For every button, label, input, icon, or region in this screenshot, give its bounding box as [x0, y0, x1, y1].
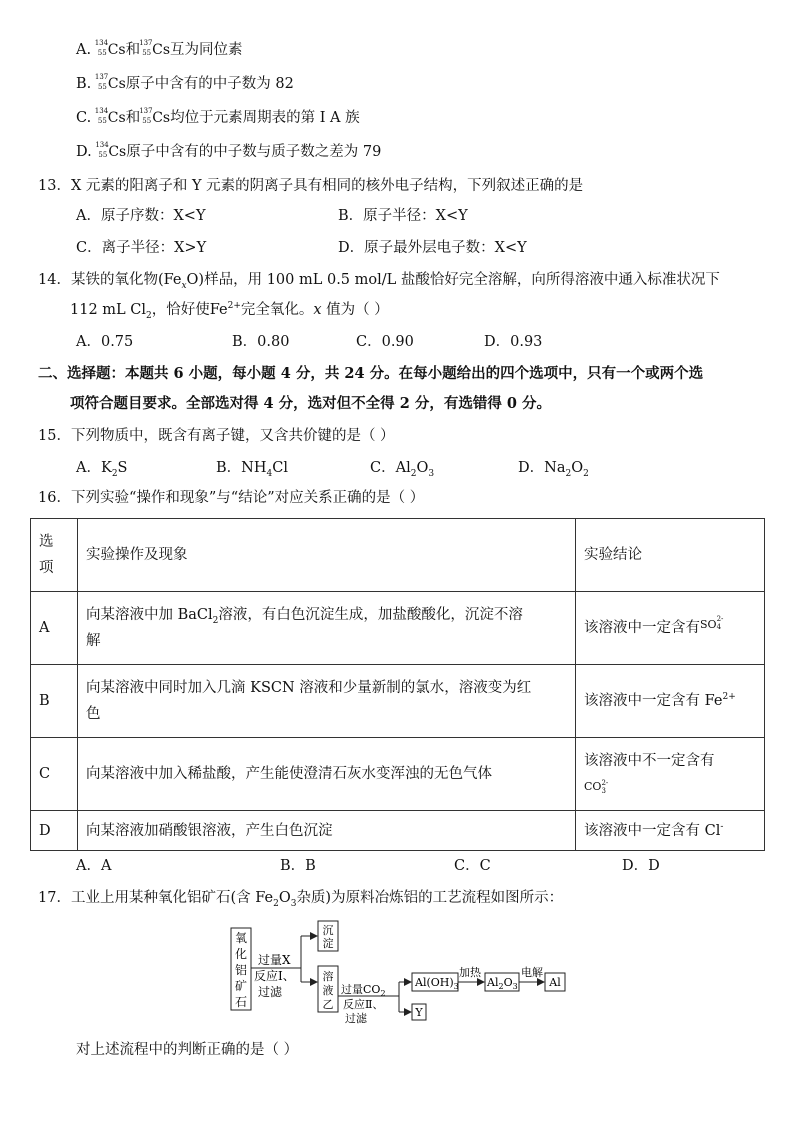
flow-label: 过滤 — [258, 985, 283, 999]
subscript: 2 — [212, 615, 219, 626]
subscript: 2 — [273, 898, 279, 909]
stem-text: 14．某铁的氧化物(Fe — [38, 272, 182, 288]
mass-number: 134 — [94, 107, 109, 115]
option-text: D．Na — [518, 460, 566, 476]
q12-option-b — [76, 74, 294, 94]
flow-label: 反应Ⅱ、 — [343, 998, 384, 1011]
subscript: 2 — [111, 468, 118, 479]
row-conclusion — [576, 592, 765, 665]
option-letter: C. — [76, 110, 92, 126]
q15-option-c — [370, 458, 434, 478]
flow-label: 反应Ⅰ、 — [254, 969, 295, 983]
stem-text: O — [278, 890, 291, 906]
table-row — [31, 592, 765, 665]
q12-option-d — [76, 142, 381, 162]
connector-text: 和 — [125, 110, 141, 126]
stem-text: 17．工业上用某种氧化铝矿石(含 Fe — [38, 890, 274, 906]
section-text: 二、选择题：本题共 6 小题，每小题 4 分，共 24 分。 — [38, 365, 399, 382]
header-operation: 实验操作及现象 — [78, 519, 576, 592]
q16-option-b: B．B — [280, 858, 316, 874]
flow-label: 乙 — [322, 998, 334, 1011]
flow-label: 过量X — [258, 953, 291, 967]
subscript: 2 — [410, 468, 417, 479]
q13-option-d: D．原子最外层电子数：X<Y — [338, 240, 527, 256]
element-symbol: Cs — [107, 76, 126, 92]
stem-text: ，恰好使Fe — [151, 302, 228, 318]
section-text: 在每小题给出的四个选项中，只有一个或两个选 — [398, 365, 704, 382]
row-operation — [78, 665, 576, 738]
option-text: 原子中含有的中子数为 82 — [125, 76, 294, 92]
subscript: 2 — [583, 468, 589, 479]
q12-option-a — [76, 40, 243, 60]
subscript-x: x — [181, 280, 187, 291]
q15-stem: 15．下列物质中，既含有离子键，又含共价键的是（ ） — [38, 428, 395, 444]
q14-stem-line2 — [70, 300, 389, 320]
atomic-number: 55 — [98, 151, 108, 159]
option-text: 互为同位素 — [170, 42, 243, 58]
subscript: 3 — [453, 982, 459, 991]
element-symbol: Cs — [152, 110, 171, 126]
flow-label: 淀 — [322, 937, 334, 950]
row-conclusion — [576, 738, 765, 811]
subscript: 4 — [266, 468, 273, 479]
row-option: C — [31, 738, 78, 811]
flow-label-aloh — [414, 976, 459, 991]
nuclide-symbol — [139, 107, 171, 128]
q17-stem — [38, 888, 563, 908]
q15-option-a — [76, 458, 127, 478]
option-letter: D. — [76, 144, 92, 160]
element-symbol: Cs — [107, 110, 126, 126]
flow-label: 化 — [234, 947, 248, 961]
flow-label: 电解 — [521, 966, 543, 979]
superscript: - — [720, 821, 724, 832]
flow-label-co2 — [341, 982, 386, 998]
q16-option-d: D．D — [622, 858, 660, 874]
row-option: A — [31, 592, 78, 665]
element-symbol: Cs — [107, 42, 126, 58]
option-text: A．K — [76, 460, 112, 476]
row-conclusion — [576, 665, 765, 738]
superscript: 2- — [601, 779, 609, 787]
q12-option-c — [76, 108, 360, 128]
flow-label: 沉 — [322, 924, 334, 937]
experiment-table — [30, 518, 765, 851]
cell-text: 溶液，有白色沉淀生成，加盐酸酸化，沉淀不溶 — [218, 607, 523, 623]
cell-text: 该溶液中一定含有 Cl — [584, 822, 721, 839]
stem-text: O)样品，用 100 mL 0.5 mol/L 盐酸恰好完全溶解，向所得溶液中通入标准状况下 — [186, 272, 720, 288]
option-text: Cl — [272, 460, 288, 476]
row-operation — [78, 592, 576, 665]
ion-formula: SO — [700, 617, 717, 631]
cell-text: 色 — [86, 706, 101, 722]
connector-text: 和 — [125, 42, 141, 58]
q14-option-d: D．0.93 — [484, 334, 543, 350]
stem-text: 杂质)为原料冶炼铝的工艺流程如图所示： — [296, 890, 564, 906]
flow-label: 矿 — [234, 979, 248, 993]
option-text: 原子中含有的中子数与质子数之差为 79 — [126, 144, 382, 160]
row-operation: 向某溶液加硝酸银溶液，产生白色沉淀 — [78, 811, 576, 851]
section-2-instructions: 项符合题目要求。全部选对得 4 分，选对但不全得 2 分，有选错得 0 分。 — [70, 395, 552, 412]
subscript: 3 — [601, 787, 606, 795]
nuclide-symbol — [94, 107, 126, 128]
flow-label: 溶 — [322, 970, 334, 983]
row-operation: 向某溶液中加入稀盐酸，产生能使澄清石灰水变浑浊的无色气体 — [78, 738, 576, 811]
stem-text: 完全氧化。 — [240, 302, 314, 318]
mass-number: 134 — [94, 39, 109, 47]
q14-option-a: A．0.75 — [76, 334, 134, 350]
row-conclusion — [576, 811, 765, 851]
ion-formula: CO — [584, 780, 602, 793]
nuclide-symbol — [94, 73, 126, 94]
q16-option-c: C．C — [454, 858, 491, 874]
option-text: C．Al — [370, 460, 411, 476]
flow-label: 加热 — [459, 966, 481, 979]
superscript: 2+ — [722, 692, 736, 703]
flow-label: 石 — [234, 995, 248, 1009]
superscript: 2+ — [227, 301, 241, 312]
flow-label: Y — [415, 1006, 423, 1019]
cell-text: 该溶液中不一定含有 — [584, 753, 715, 769]
flow-label: 铝 — [234, 963, 248, 977]
process-flow-diagram — [225, 918, 575, 1030]
section-2-heading — [38, 364, 703, 384]
atomic-number: 55 — [97, 49, 107, 57]
mass-number: 134 — [95, 141, 109, 149]
q15-option-d — [518, 458, 589, 478]
q16-stem: 16．下列实验“操作和现象”与“结论”对应关系正确的是（ ） — [38, 490, 425, 506]
flow-label-al2o3 — [486, 976, 518, 991]
q13-option-c: C．离子半径：X>Y — [76, 240, 207, 256]
header-text: 选 — [39, 534, 54, 550]
q15-option-b — [216, 458, 288, 478]
element-symbol: Cs — [108, 144, 127, 160]
option-text: B．NH — [216, 460, 267, 476]
q13-option-b: B．原子半径：X<Y — [338, 208, 468, 224]
row-option: D — [31, 811, 78, 851]
cell-text: 解 — [86, 633, 101, 649]
nuclide-symbol — [139, 39, 171, 60]
table-header-row — [31, 519, 765, 592]
cell-text: 向某溶液中加 BaCl — [86, 607, 213, 623]
row-option: B — [31, 665, 78, 738]
flow-label: O — [503, 976, 513, 989]
flow-label: Al — [487, 976, 499, 989]
subscript: 3 — [512, 982, 518, 991]
flow-label: 液 — [322, 984, 334, 997]
option-text: S — [117, 460, 128, 476]
flow-label: Al(OH) — [415, 976, 454, 989]
option-letter: B. — [76, 76, 92, 92]
header-text: 项 — [39, 560, 54, 576]
element-symbol: Cs — [152, 42, 171, 58]
mass-number: 137 — [94, 73, 109, 81]
table-row — [31, 665, 765, 738]
subscript: 3 — [428, 468, 435, 479]
atomic-number: 55 — [97, 117, 107, 125]
stem-text: 112 mL Cl — [70, 302, 147, 318]
atomic-number: 55 — [97, 83, 107, 91]
subscript: 2 — [146, 310, 152, 321]
flow-label: 过量CO — [341, 983, 381, 996]
q14-option-c: C．0.90 — [356, 334, 414, 350]
q14-stem-line1 — [38, 270, 720, 290]
table-row — [31, 738, 765, 811]
atomic-number: 55 — [142, 117, 152, 125]
mass-number: 137 — [139, 39, 153, 47]
stem-text: 值为（ ） — [321, 302, 389, 318]
header-option — [31, 519, 78, 592]
q13-stem: 13．X 元素的阳离子和 Y 元素的阴离子具有相同的核外电子结构，下列叙述正确的是 — [38, 178, 584, 194]
atomic-number: 55 — [142, 49, 152, 57]
subscript: 2 — [565, 468, 572, 479]
q17-question: 对上述流程中的判断正确的是（ ） — [76, 1042, 299, 1058]
nuclide-symbol — [95, 141, 127, 162]
flow-label: 氧 — [234, 931, 248, 945]
cell-text: 该溶液中一定含有 Fe — [584, 693, 723, 709]
flow-label: Al — [549, 976, 561, 989]
subscript: 2 — [380, 989, 386, 998]
table-row — [31, 811, 765, 851]
option-text: 均位于元素周期表的第 Ⅰ A 族 — [170, 110, 360, 126]
nuclide-symbol — [94, 39, 126, 60]
q14-option-b: B．0.80 — [232, 334, 290, 350]
cell-text: 该溶液中一定含有 — [584, 619, 700, 636]
subscript: 3 — [290, 898, 297, 909]
flow-label: 过滤 — [345, 1012, 367, 1025]
option-text: O — [416, 460, 429, 476]
q16-option-a: A．A — [76, 858, 112, 874]
subscript: 4 — [716, 622, 722, 631]
q13-option-a: A．原子序数：X<Y — [76, 208, 206, 224]
superscript: 2- — [716, 614, 724, 623]
mass-number: 137 — [139, 107, 153, 115]
cell-text: 向某溶液中同时加入几滴 KSCN 溶液和少量新制的氯水，溶液变为红 — [86, 680, 532, 696]
option-text: O — [571, 460, 584, 476]
header-conclusion: 实验结论 — [576, 519, 765, 592]
option-letter: A. — [76, 42, 92, 58]
variable-x: x — [313, 302, 322, 318]
subscript: 2 — [498, 982, 504, 991]
